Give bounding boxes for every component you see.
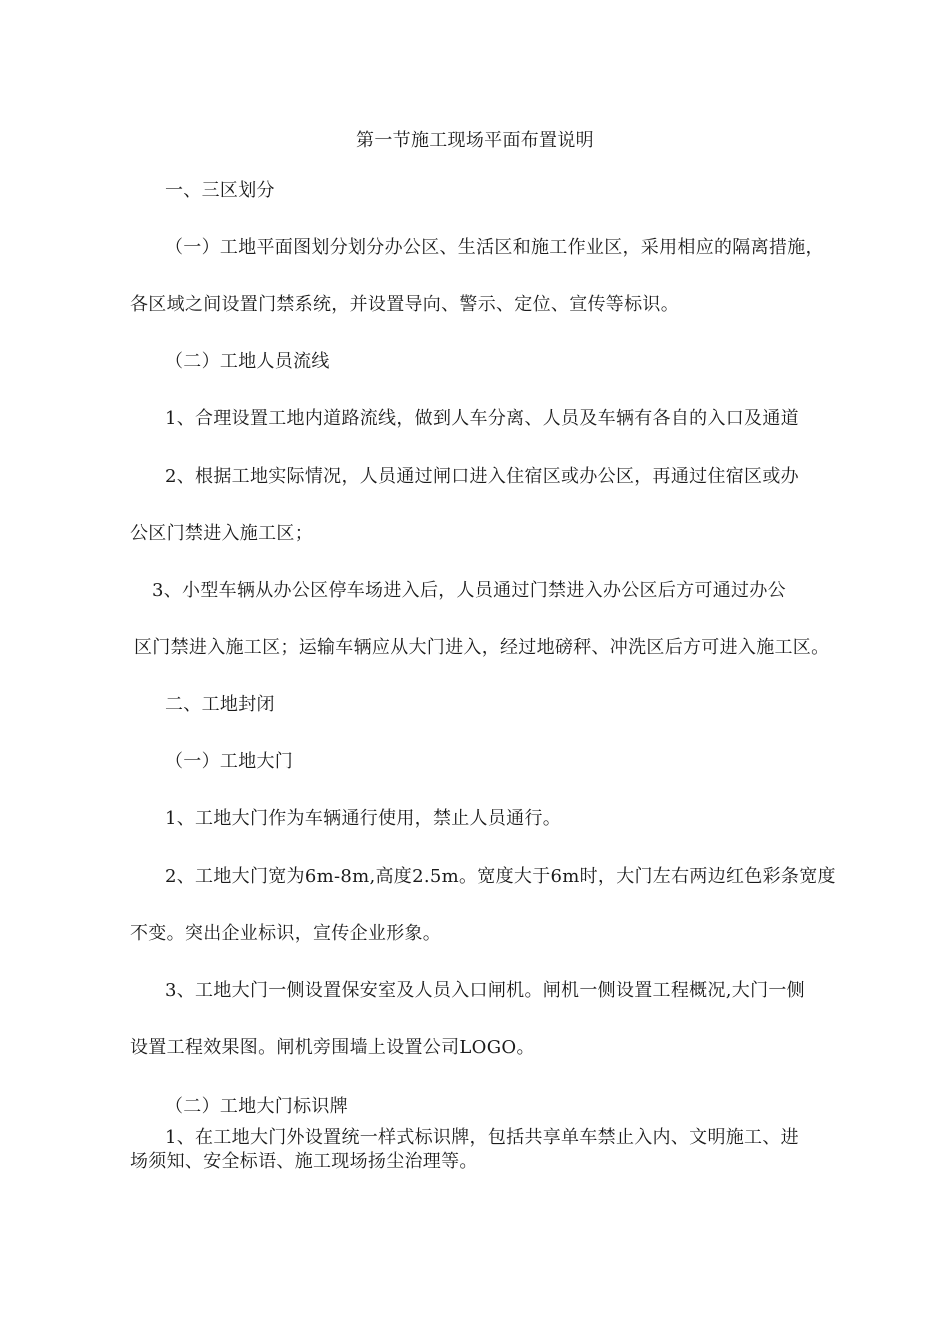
subsection-heading: （一）工地大门	[165, 751, 294, 772]
paragraph-line: 区门禁进入施工区；运输车辆应从大门进入，经过地磅秤、冲洗区后方可进入施工区。	[134, 637, 830, 658]
subsection-heading: （二）工地大门标识牌	[165, 1096, 348, 1117]
paragraph-line: 2、根据工地实际情况，人员通过闸口进入住宿区或办公区，再通过住宿区或办	[165, 466, 799, 487]
paragraph-line: 场须知、安全标语、施工现场扬尘治理等。	[130, 1151, 478, 1172]
paragraph-line: 1、工地大门作为车辆通行使用，禁止人员通行。	[165, 808, 562, 829]
paragraph-line: 3、小型车辆从办公区停车场进入后，人员通过门禁进入办公区后方可通过办公	[152, 580, 786, 601]
paragraph-line: 不变。突出企业标识，宣传企业形象。	[130, 923, 442, 944]
paragraph-line: 3、工地大门一侧设置保安室及人员入口闸机。闸机一侧设置工程概况,大门一侧	[165, 980, 805, 1001]
page-title: 第一节施工现场平面布置说明	[356, 130, 594, 151]
paragraph-line: 1、在工地大门外设置统一样式标识牌，包括共享单车禁止入内、文明施工、进	[165, 1127, 799, 1148]
paragraph-line: 设置工程效果图。闸机旁围墙上设置公司LOGO。	[130, 1037, 535, 1058]
section-heading-1: 一、三区划分	[165, 180, 275, 201]
paragraph-line: 1、合理设置工地内道路流线，做到人车分离、人员及车辆有各自的入口及通道	[165, 408, 799, 429]
paragraph-line: 各区域之间设置门禁系统，并设置导向、警示、定位、宣传等标识。	[130, 294, 679, 315]
paragraph-line: 公区门禁进入施工区；	[130, 523, 313, 544]
section-heading-2: 二、工地封闭	[165, 694, 275, 715]
subsection-heading: （二）工地人员流线	[165, 351, 330, 372]
paragraph-line: 2、工地大门宽为6m-8m,高度2.5m。宽度大于6m时，大门左右两边红色彩条宽度	[165, 866, 836, 887]
paragraph-line: （一）工地平面图划分划分办公区、生活区和施工作业区，采用相应的隔离措施，	[165, 237, 824, 258]
